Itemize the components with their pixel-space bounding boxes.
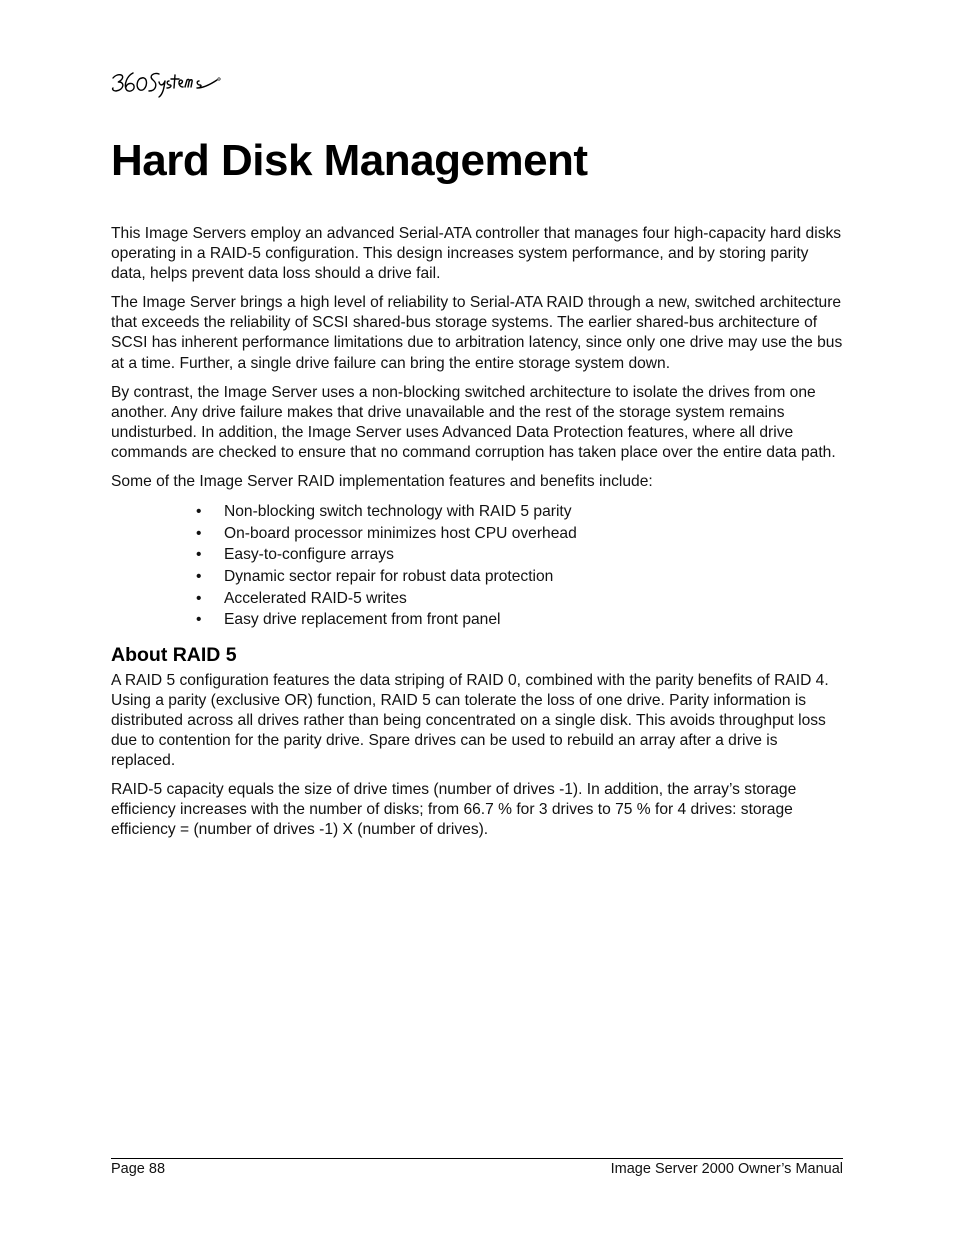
list-item	[196, 523, 846, 545]
list-item-text: Easy-to-configure arrays	[224, 546, 394, 564]
raid-paragraph: A RAID 5 configuration features the data striping of RAID 0, combined with the parity benefits of RAID 4. Using a parity (exclusive OR) function, RAID 5 can tolerate the loss of one drive. Parity information is distributed across all drives rather than being concentrated on a single disk. This avoids throughput loss due to contention for the parity drive. Spare drives can be used to rebuild an array after a drive is replaced.	[111, 671, 829, 770]
intro-paragraph: This Image Servers employ an advanced Serial-ATA controller that manages four high-capacity hard disks operating in a RAID-5 configuration. This design increases system performance, and by storing parity data, helps prevent data loss should a drive fail.	[111, 225, 842, 283]
list-item-text: Accelerated RAID-5 writes	[224, 589, 407, 607]
list-item-text: Dynamic sector repair for robust data protection	[224, 567, 554, 585]
list-item	[196, 544, 846, 566]
company-logo	[111, 66, 227, 100]
section-heading-about-raid-5: About RAID 5	[111, 643, 237, 666]
list-item	[196, 609, 846, 631]
bullet-icon: •	[196, 567, 202, 585]
feature-list	[111, 501, 846, 631]
bullet-icon: •	[196, 524, 202, 542]
bullet-icon: •	[196, 546, 202, 564]
list-item-text: On-board processor minimizes host CPU overhead	[224, 524, 577, 542]
features-intro: Some of the Image Server RAID implementation features and benefits include:	[111, 473, 653, 491]
raid-paragraph: RAID-5 capacity equals the size of drive times (number of drives -1). In addition, the array’s storage efficiency increases with the number of disks; from 66.7 % for 3 drives to 75 % for 4 drives: storage efficiency = (number of drives -1) X (number of drives).	[111, 781, 797, 839]
list-item	[196, 588, 846, 610]
main-content	[111, 224, 846, 849]
bullet-icon: •	[196, 611, 202, 629]
manual-title: Image Server 2000 Owner’s Manual	[610, 1161, 843, 1177]
list-item	[196, 501, 846, 523]
intro-paragraph: The Image Server brings a high level of reliability to Serial-ATA RAID through a new, switched architecture that exceeds the reliability of SCSI shared-bus storage systems. The earlier shared-bus architecture of SCSI has inherent performance limitations due to arbitration latency, since only one drive may use the bus at a time. Further, a single drive failure can bring the entire storage system down.	[111, 294, 843, 372]
360-systems-logo-icon	[111, 66, 227, 100]
page-number: Page 88	[111, 1161, 166, 1177]
list-item	[196, 566, 846, 588]
list-item-text: Non-blocking switch technology with RAID 5 parity	[224, 503, 572, 521]
intro-paragraph: By contrast, the Image Server uses a non-blocking switched architecture to isolate the drives from one another. Any drive failure makes that drive unavailable and the rest of the storage system remains undisturbed. In addition, the Image Server uses Advanced Data Protection features, where all drive commands are checked to ensure that no command corruption has taken place over the entire data path.	[111, 383, 836, 461]
list-item-text: Easy drive replacement from front panel	[224, 611, 501, 629]
page-title: Hard Disk Management	[111, 136, 588, 185]
bullet-icon: •	[196, 503, 202, 521]
footer-divider	[111, 1158, 843, 1159]
bullet-icon: •	[196, 589, 202, 607]
